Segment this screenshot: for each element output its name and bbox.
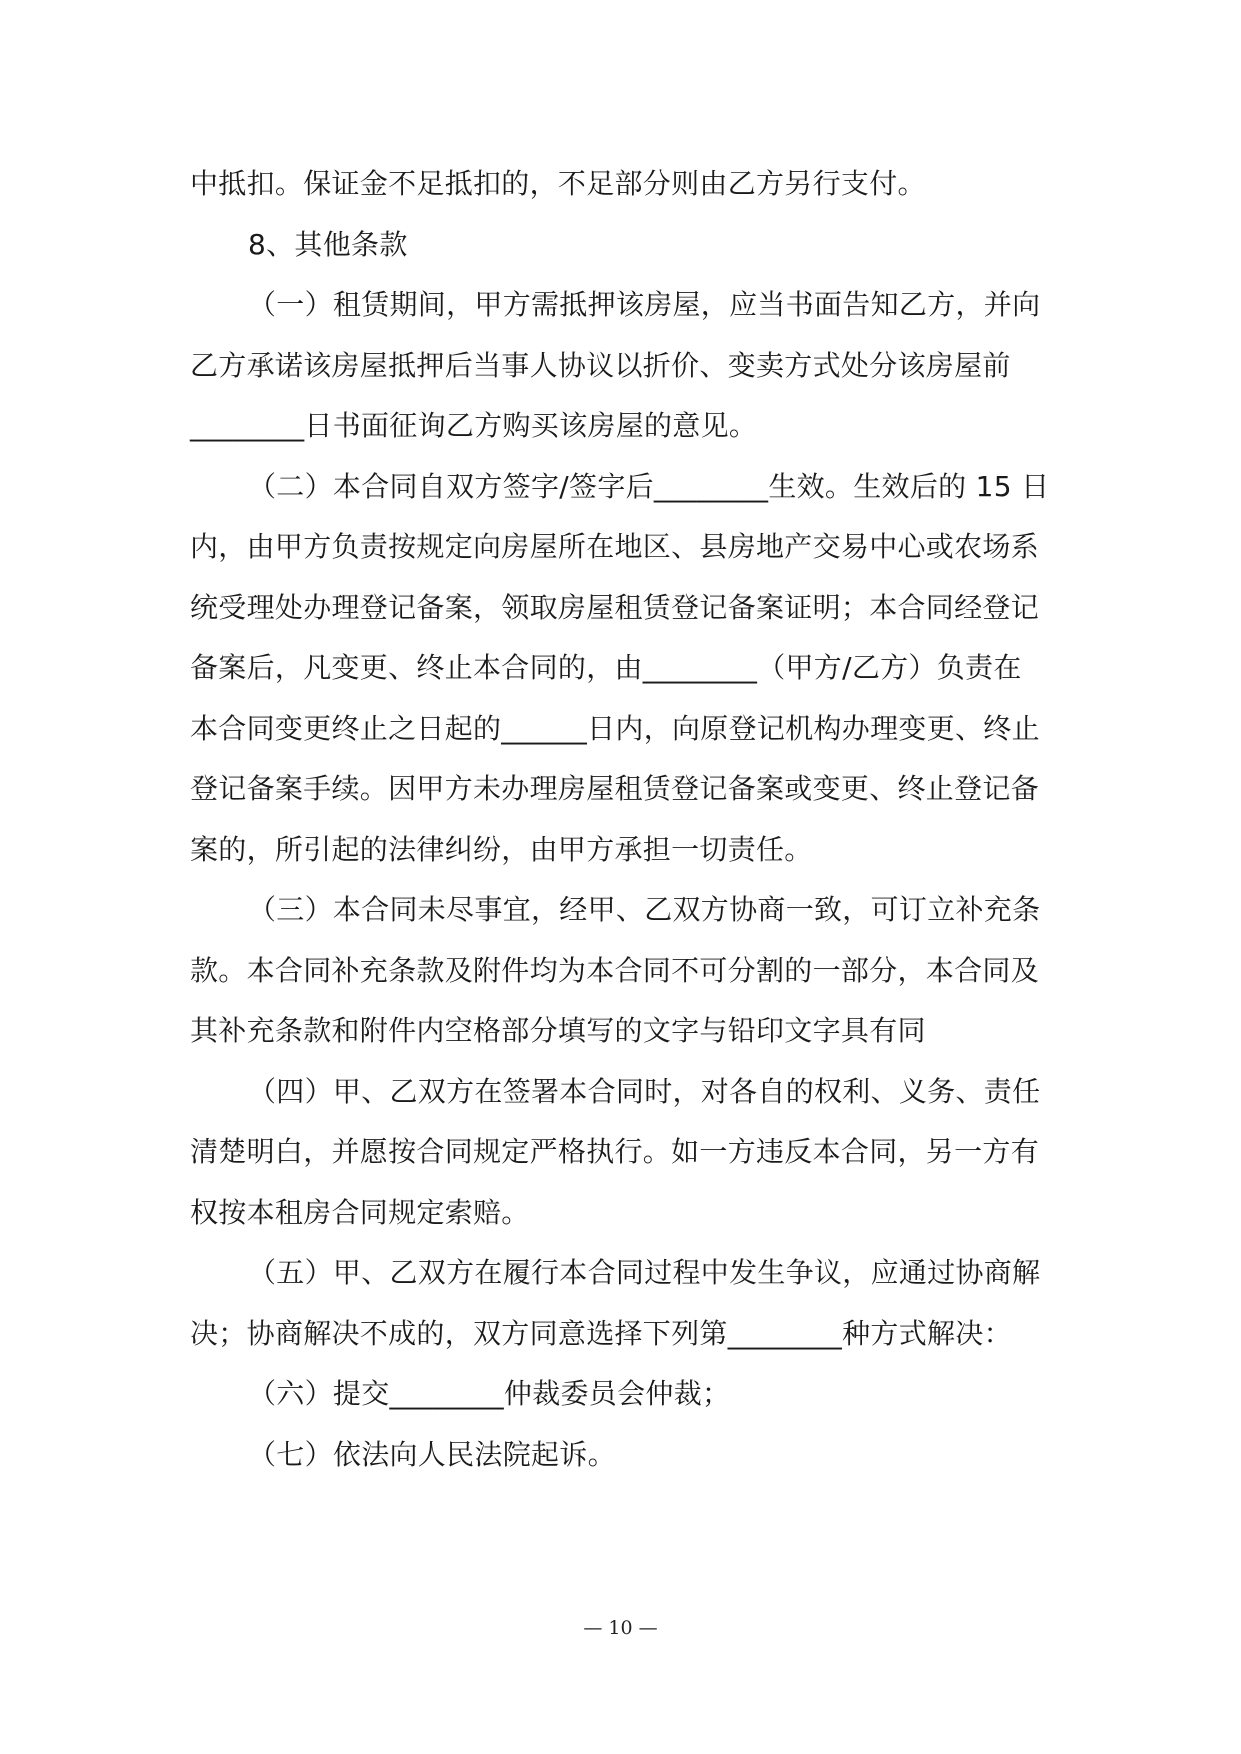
text-line: （四）甲、乙双方在签署本合同时，对各自的权利、义务、责任 (248, 1074, 1041, 1108)
text-line: 其补充条款和附件内空格部分填写的文字与铅印文字具有同 (190, 1014, 926, 1047)
text-line: 本合同变更终止之日起的______日内，向原登记机构办理变更、终止 (190, 711, 1040, 745)
text-line: 权按本租房合同规定索赔。 (190, 1195, 530, 1229)
text-line: （七）依法向人民法院起诉。 (248, 1437, 616, 1471)
text-line: 登记备案手续。因甲方未办理房屋租赁登记备案或变更、终止登记备 (190, 772, 1040, 805)
text-line: 统受理处办理登记备案，领取房屋租赁登记备案证明；本合同经登记 (190, 590, 1040, 624)
text-line: 案的，所引起的法律纠纷，由甲方承担一切责任。 (190, 832, 813, 866)
text-line: 中抵扣。保证金不足抵扣的，不足部分则由乙方另行支付。 (190, 167, 926, 200)
text-line: （三）本合同未尽事宜，经甲、乙双方协商一致，可订立补充条 (248, 893, 1041, 926)
text-line: ________日书面征询乙方购买该房屋的意见。 (190, 409, 758, 442)
text-line: 备案后，凡变更、终止本合同的，由________（甲方/乙方）负责在 (190, 651, 1022, 684)
text-line: （五）甲、乙双方在履行本合同过程中发生争议，应通过协商解 (248, 1256, 1041, 1289)
text-line: 内，由甲方负责按规定向房屋所在地区、县房地产交易中心或农场系 (190, 530, 1040, 563)
text-line: （六）提交________仲裁委员会仲裁； (248, 1377, 731, 1410)
text-line: 决；协商解决不成的，双方同意选择下列第________种方式解决： (190, 1316, 1012, 1350)
text-line: （一）租赁期间，甲方需抵押该房屋，应当书面告知乙方，并向 (248, 288, 1041, 321)
text-line: （二）本合同自双方签字/签字后________生效。生效后的 15 日 (248, 469, 1050, 503)
text-line: 乙方承诺该房屋抵押后当事人协议以折价、变卖方式处分该房屋前 (190, 348, 1011, 382)
text-line: 清楚明白，并愿按合同规定严格执行。如一方违反本合同，另一方有 (190, 1135, 1040, 1168)
text-line: 款。本合同补充条款及附件均为本合同不可分割的一部分，本合同及 (190, 953, 1040, 987)
section-heading: 8、其他条款 (248, 227, 408, 261)
page-number: — 10 — (583, 1617, 658, 1639)
contract-body (190, 154, 1065, 1485)
